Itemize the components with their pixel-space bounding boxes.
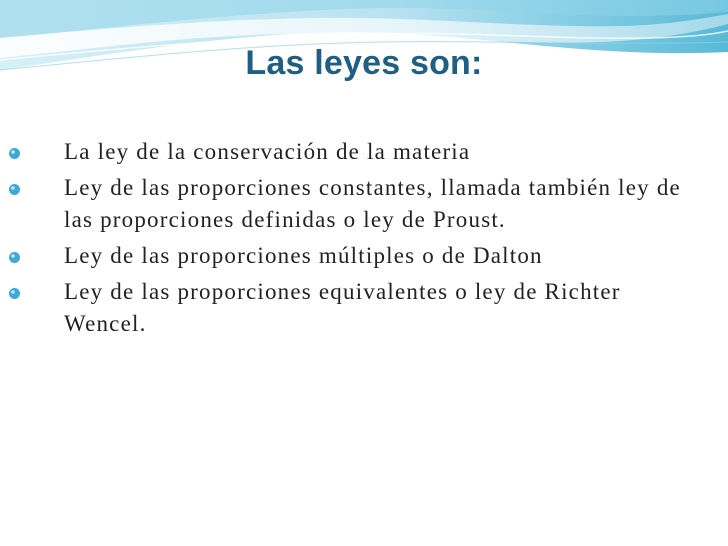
bullet-text: La ley de la conservación de la materia [64,139,471,164]
bullet-list [8,136,688,344]
bullet-text: Ley de las proporciones constantes, llamada también ley de las proporciones definidas o ley de Proust. [64,175,681,232]
list-item [8,136,688,168]
list-item [8,240,688,272]
bullet-text: Ley de las proporciones equivalentes o ley de Richter Wencel. [64,279,621,336]
list-item [8,172,688,236]
list-item [8,276,688,340]
slide-title: Las leyes son: [245,44,483,82]
bullet-text: Ley de las proporciones múltiples o de Dalton [64,243,543,268]
